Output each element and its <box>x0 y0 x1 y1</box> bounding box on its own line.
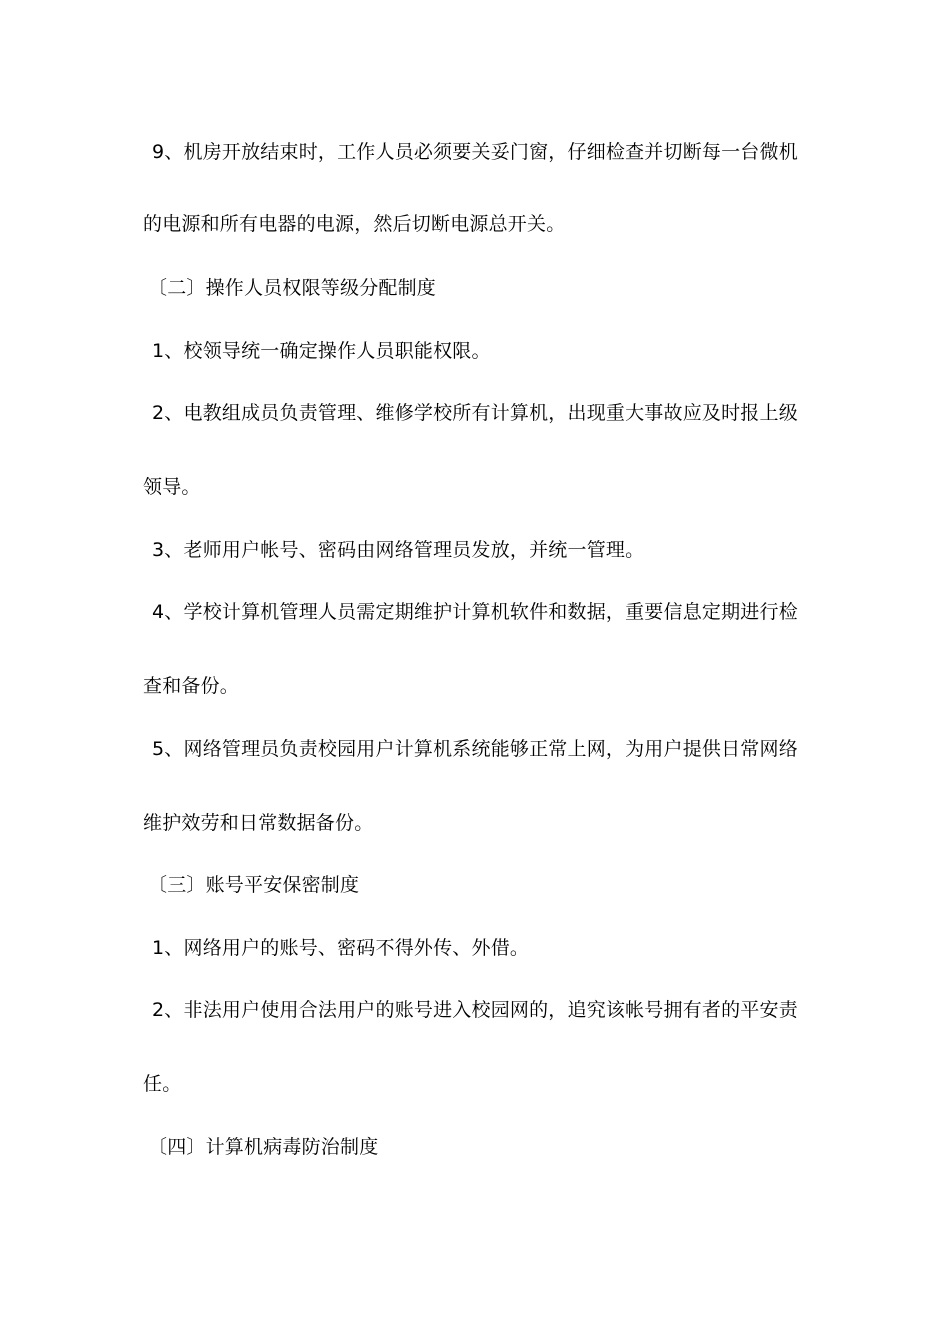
paragraph-item-9-line-1: 9、机房开放结束时，工作人员必须要关妥门窗，仔细检查并切断每一台微机 <box>152 141 798 163</box>
section-2-item-2-line-1: 2、电教组成员负责管理、维修学校所有计算机，出现重大事故应及时报上级 <box>152 402 798 424</box>
section-3-item-2-line-1: 2、非法用户使用合法用户的账号进入校园网的，追究该帐号拥有者的平安责 <box>152 999 798 1021</box>
section-heading-2: 〔二〕操作人员权限等级分配制度 <box>148 277 437 299</box>
section-2-item-2-line-2: 领导。 <box>143 476 201 498</box>
section-2-item-3: 3、老师用户帐号、密码由网络管理员发放，并统一管理。 <box>152 539 645 561</box>
section-3-item-2-line-2: 任。 <box>143 1073 182 1095</box>
section-2-item-1: 1、校领导统一确定操作人员职能权限。 <box>152 340 491 362</box>
paragraph-item-9-line-2: 的电源和所有电器的电源，然后切断电源总开关。 <box>143 213 566 235</box>
section-2-item-4-line-1: 4、学校计算机管理人员需定期维护计算机软件和数据，重要信息定期进行检 <box>152 601 798 623</box>
section-3-item-1: 1、网络用户的账号、密码不得外传、外借。 <box>152 937 530 959</box>
section-heading-3: 〔三〕账号平安保密制度 <box>148 874 360 896</box>
section-heading-4: 〔四〕计算机病毒防治制度 <box>148 1136 379 1158</box>
section-2-item-5-line-2: 维护效劳和日常数据备份。 <box>143 812 374 834</box>
section-2-item-5-line-1: 5、网络管理员负责校园用户计算机系统能够正常上网，为用户提供日常网络 <box>152 738 798 760</box>
section-2-item-4-line-2: 查和备份。 <box>143 675 240 697</box>
